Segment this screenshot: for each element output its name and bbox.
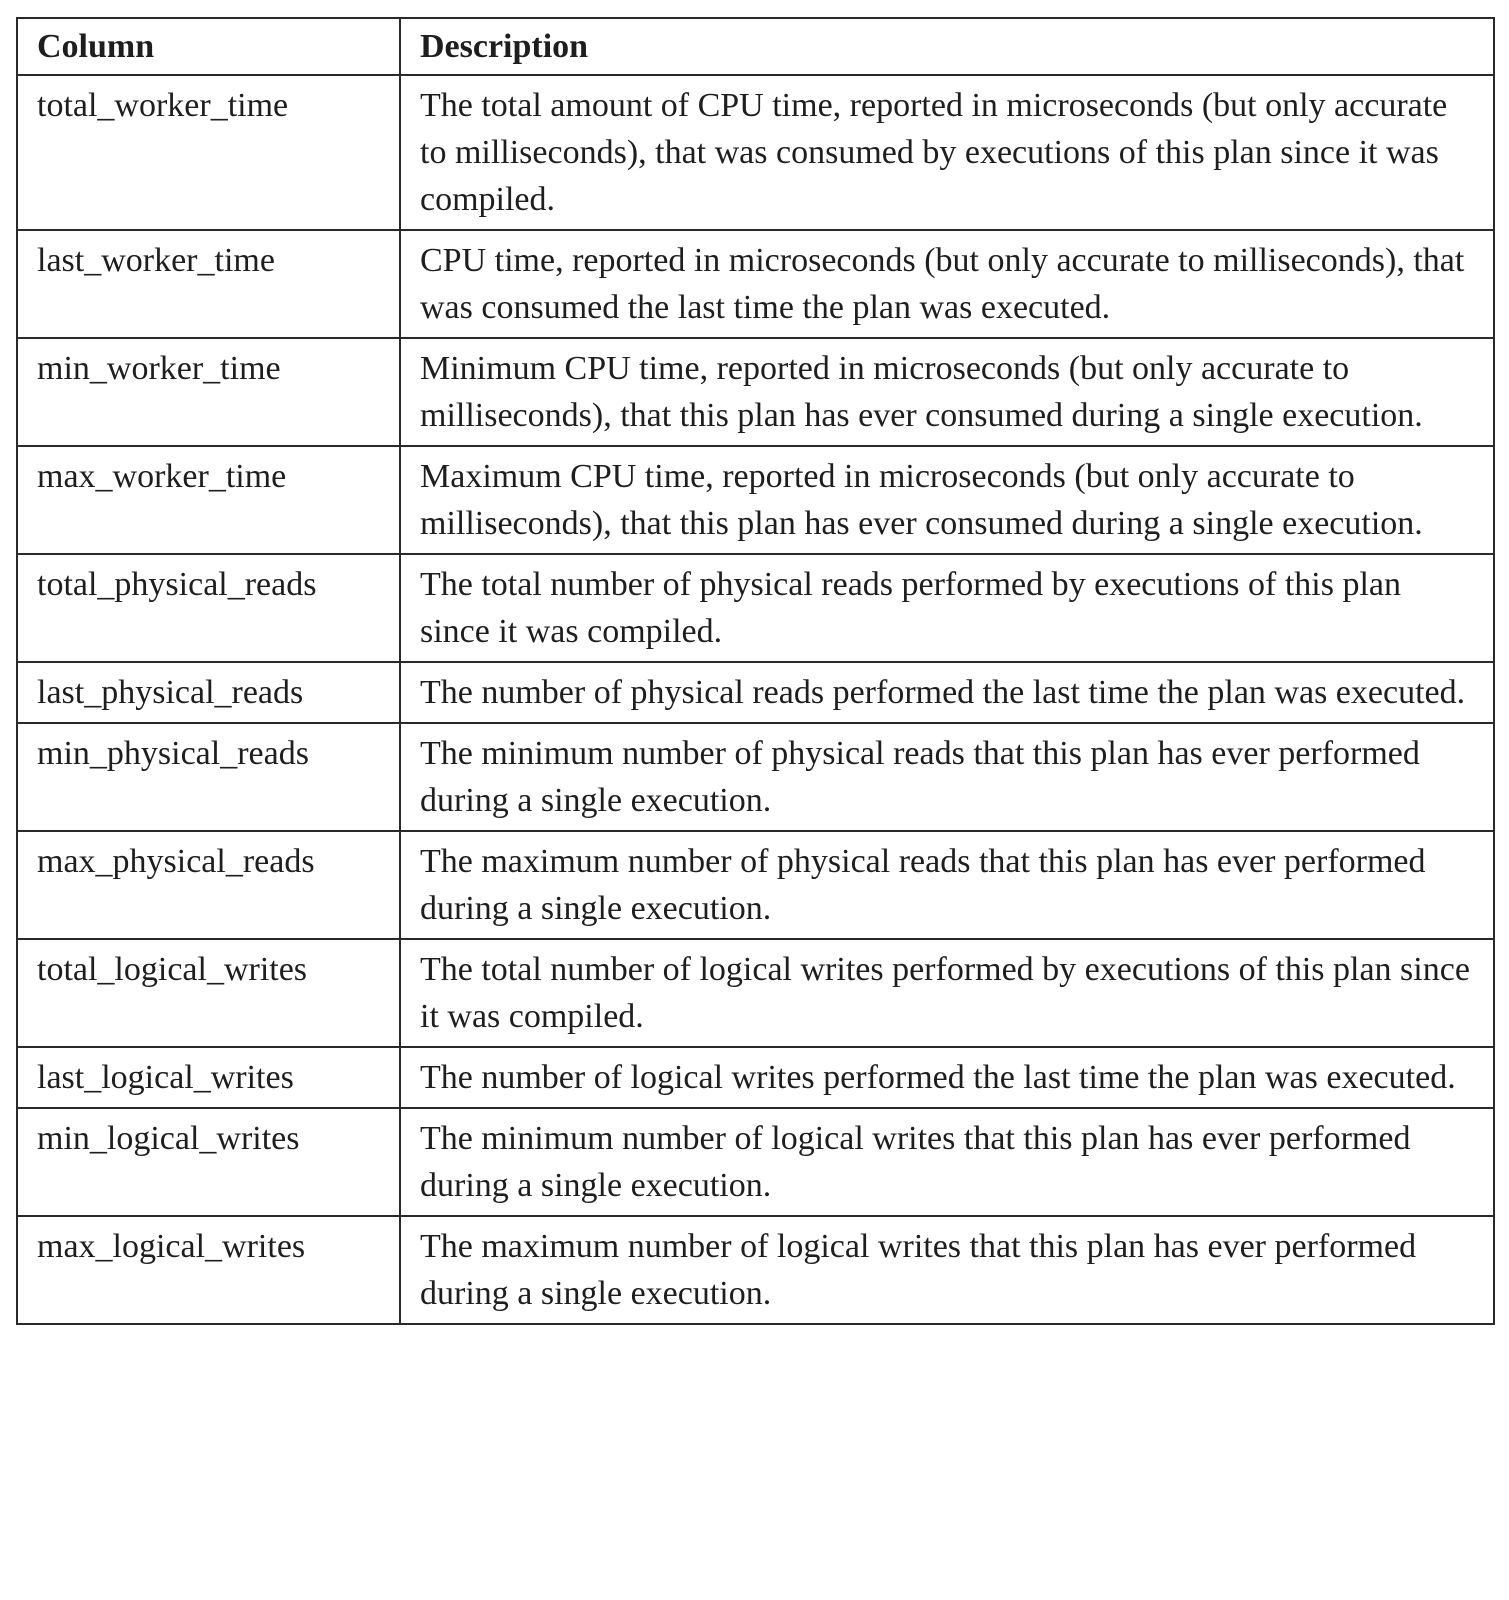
column-name-cell: last_worker_time	[17, 230, 400, 338]
table-row	[17, 1108, 1494, 1216]
description-cell: Minimum CPU time, reported in microseconds (but only accurate to milliseconds), that this plan has ever consumed during a single execution.	[400, 338, 1494, 446]
description-cell: The number of physical reads performed the last time the plan was executed.	[400, 662, 1494, 723]
table-row	[17, 662, 1494, 723]
description-cell: The number of logical writes performed the last time the plan was executed.	[400, 1047, 1494, 1108]
table-row	[17, 338, 1494, 446]
table-row	[17, 230, 1494, 338]
description-cell: Maximum CPU time, reported in microseconds (but only accurate to milliseconds), that this plan has ever consumed during a single execution.	[400, 446, 1494, 554]
column-name-cell: last_physical_reads	[17, 662, 400, 723]
description-cell: CPU time, reported in microseconds (but only accurate to milliseconds), that was consumed the last time the plan was executed.	[400, 230, 1494, 338]
column-name-cell: max_physical_reads	[17, 831, 400, 939]
description-cell: The minimum number of logical writes that this plan has ever performed during a single execution.	[400, 1108, 1494, 1216]
table-row	[17, 554, 1494, 662]
column-header: Column	[17, 18, 400, 75]
column-description-table	[16, 17, 1495, 1325]
table-row	[17, 1047, 1494, 1108]
column-name-cell: total_worker_time	[17, 75, 400, 230]
column-name-cell: max_worker_time	[17, 446, 400, 554]
table-row	[17, 446, 1494, 554]
description-header: Description	[400, 18, 1494, 75]
table-header-row	[17, 18, 1494, 75]
table-row	[17, 75, 1494, 230]
description-cell: The total number of physical reads performed by executions of this plan since it was compiled.	[400, 554, 1494, 662]
description-cell: The total amount of CPU time, reported in microseconds (but only accurate to milliseconds), that was consumed by executions of this plan since it was compiled.	[400, 75, 1494, 230]
table-row	[17, 723, 1494, 831]
description-cell: The total number of logical writes performed by executions of this plan since it was compiled.	[400, 939, 1494, 1047]
column-name-cell: min_logical_writes	[17, 1108, 400, 1216]
description-cell: The minimum number of physical reads that this plan has ever performed during a single execution.	[400, 723, 1494, 831]
column-name-cell: max_logical_writes	[17, 1216, 400, 1324]
table-row	[17, 1216, 1494, 1324]
column-name-cell: min_physical_reads	[17, 723, 400, 831]
table-row	[17, 831, 1494, 939]
column-name-cell: total_physical_reads	[17, 554, 400, 662]
description-cell: The maximum number of physical reads that this plan has ever performed during a single execution.	[400, 831, 1494, 939]
column-name-cell: total_logical_writes	[17, 939, 400, 1047]
table-row	[17, 939, 1494, 1047]
column-name-cell: last_logical_writes	[17, 1047, 400, 1108]
description-cell: The maximum number of logical writes that this plan has ever performed during a single execution.	[400, 1216, 1494, 1324]
column-name-cell: min_worker_time	[17, 338, 400, 446]
